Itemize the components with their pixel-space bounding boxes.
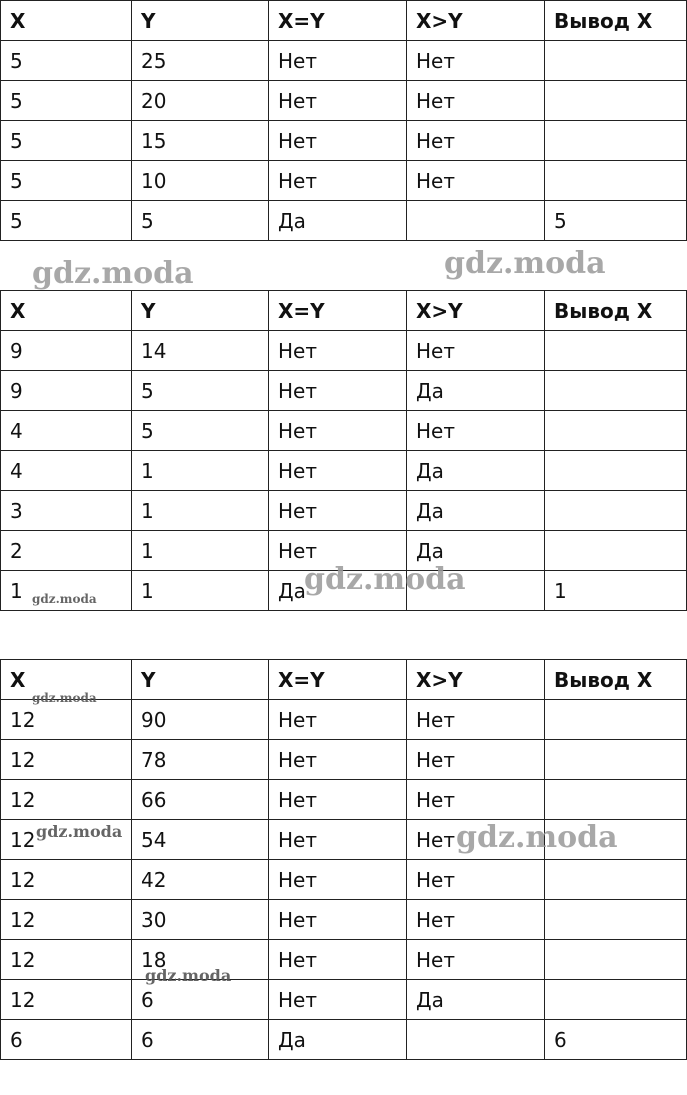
cell-output-x [545, 491, 687, 531]
header-x-greater-y: X>Y [407, 1, 545, 41]
table-header-row [1, 660, 687, 700]
cell-x: 6 [1, 1020, 132, 1060]
cell-x-greater-y: Да [407, 531, 545, 571]
cell-x-equals-y: Да [269, 571, 407, 611]
cell-output-x [545, 860, 687, 900]
cell-x: 12 [1, 820, 132, 860]
cell-y: 66 [132, 780, 269, 820]
table-row [1, 331, 687, 371]
cell-x-equals-y: Нет [269, 700, 407, 740]
watermark-logo: gdz.moda [36, 822, 123, 841]
cell-x-greater-y: Нет [407, 900, 545, 940]
table-row [1, 571, 687, 611]
header-x: X [1, 1, 132, 41]
cell-x-greater-y: Нет [407, 331, 545, 371]
cell-output-x [545, 121, 687, 161]
watermark-logo: gdz.moda [145, 966, 232, 985]
cell-x-equals-y: Нет [269, 740, 407, 780]
cell-x: 12 [1, 700, 132, 740]
cell-output-x [545, 161, 687, 201]
cell-x-equals-y: Нет [269, 980, 407, 1020]
watermark-logo: gdz.moda [32, 691, 97, 705]
cell-x-greater-y: Нет [407, 411, 545, 451]
cell-y: 90 [132, 700, 269, 740]
cell-x-equals-y: Нет [269, 860, 407, 900]
cell-y: 42 [132, 860, 269, 900]
header-x-equals-y: X=Y [269, 1, 407, 41]
cell-x-equals-y: Нет [269, 820, 407, 860]
cell-output-x [545, 331, 687, 371]
cell-x: 2 [1, 531, 132, 571]
watermark-logo: gdz.moda [456, 820, 618, 855]
cell-x-greater-y [407, 571, 545, 611]
cell-x-greater-y: Нет [407, 820, 545, 860]
header-x-equals-y: X=Y [269, 660, 407, 700]
cell-x-greater-y: Да [407, 491, 545, 531]
cell-y: 20 [132, 81, 269, 121]
table-header-row [1, 291, 687, 331]
cell-y: 15 [132, 121, 269, 161]
table-row [1, 940, 687, 980]
cell-x-greater-y: Нет [407, 860, 545, 900]
cell-x-greater-y: Да [407, 980, 545, 1020]
cell-x-equals-y: Нет [269, 371, 407, 411]
cell-x-equals-y: Нет [269, 451, 407, 491]
cell-y: 25 [132, 41, 269, 81]
cell-output-x [545, 371, 687, 411]
cell-y: 1 [132, 451, 269, 491]
cell-output-x [545, 820, 687, 860]
cell-x-equals-y: Нет [269, 531, 407, 571]
cell-x: 12 [1, 980, 132, 1020]
cell-x: 3 [1, 491, 132, 531]
header-x-greater-y: X>Y [407, 291, 545, 331]
table-header-row [1, 1, 687, 41]
table-row [1, 451, 687, 491]
header-x-greater-y: X>Y [407, 660, 545, 700]
table-row [1, 371, 687, 411]
cell-x-equals-y: Нет [269, 411, 407, 451]
table-row [1, 121, 687, 161]
cell-output-x: 6 [545, 1020, 687, 1060]
trace-table-1 [0, 0, 687, 241]
cell-y: 14 [132, 331, 269, 371]
cell-y: 10 [132, 161, 269, 201]
table-row [1, 700, 687, 740]
table-row [1, 201, 687, 241]
cell-output-x [545, 740, 687, 780]
cell-x-greater-y [407, 1020, 545, 1060]
cell-x-greater-y: Нет [407, 700, 545, 740]
trace-table-3 [0, 659, 687, 1060]
cell-output-x [545, 940, 687, 980]
watermark-logo: gdz.moda [32, 256, 194, 291]
cell-x-greater-y: Да [407, 371, 545, 411]
cell-x: 12 [1, 900, 132, 940]
table-row [1, 980, 687, 1020]
table-row [1, 900, 687, 940]
cell-x: 12 [1, 780, 132, 820]
cell-output-x [545, 700, 687, 740]
header-x: X [1, 660, 132, 700]
cell-y: 5 [132, 411, 269, 451]
table-row [1, 531, 687, 571]
cell-x-greater-y [407, 201, 545, 241]
cell-output-x: 5 [545, 201, 687, 241]
cell-output-x [545, 451, 687, 491]
watermark-logo: gdz.moda [304, 562, 466, 597]
cell-x-equals-y: Да [269, 201, 407, 241]
cell-y: 6 [132, 1020, 269, 1060]
table-row [1, 41, 687, 81]
cell-output-x [545, 41, 687, 81]
header-output-x: Вывод X [545, 1, 687, 41]
cell-output-x: 1 [545, 571, 687, 611]
cell-x-equals-y: Нет [269, 780, 407, 820]
header-output-x: Вывод X [545, 291, 687, 331]
cell-output-x [545, 81, 687, 121]
header-y: Y [132, 660, 269, 700]
cell-x-equals-y: Нет [269, 940, 407, 980]
cell-x-greater-y: Нет [407, 41, 545, 81]
cell-x-greater-y: Нет [407, 780, 545, 820]
cell-x-equals-y: Нет [269, 41, 407, 81]
cell-x: 5 [1, 41, 132, 81]
cell-x-greater-y: Нет [407, 121, 545, 161]
cell-x-greater-y: Нет [407, 81, 545, 121]
header-y: Y [132, 291, 269, 331]
cell-x: 12 [1, 860, 132, 900]
cell-y: 54 [132, 820, 269, 860]
cell-y: 1 [132, 531, 269, 571]
cell-y: 18 [132, 940, 269, 980]
cell-x: 4 [1, 451, 132, 491]
cell-x: 12 [1, 740, 132, 780]
table-row [1, 860, 687, 900]
header-x: X [1, 291, 132, 331]
cell-output-x [545, 980, 687, 1020]
cell-y: 5 [132, 371, 269, 411]
cell-x-equals-y: Нет [269, 491, 407, 531]
cell-x: 4 [1, 411, 132, 451]
table-row [1, 780, 687, 820]
cell-x: 5 [1, 161, 132, 201]
cell-y: 1 [132, 571, 269, 611]
cell-x: 5 [1, 81, 132, 121]
cell-x: 12 [1, 940, 132, 980]
cell-x-greater-y: Нет [407, 740, 545, 780]
cell-x: 9 [1, 371, 132, 411]
table-row [1, 820, 687, 860]
watermark-logo: gdz.moda [32, 592, 97, 606]
header-x-equals-y: X=Y [269, 291, 407, 331]
table-row [1, 411, 687, 451]
cell-x-equals-y: Да [269, 1020, 407, 1060]
cell-x-equals-y: Нет [269, 81, 407, 121]
cell-x-equals-y: Нет [269, 331, 407, 371]
cell-x-greater-y: Нет [407, 940, 545, 980]
table-row [1, 1020, 687, 1060]
cell-y: 78 [132, 740, 269, 780]
cell-output-x [545, 780, 687, 820]
table-row [1, 740, 687, 780]
cell-output-x [545, 900, 687, 940]
table-row [1, 161, 687, 201]
watermark-logo: gdz.moda [444, 246, 606, 281]
trace-table-2 [0, 290, 687, 611]
cell-x-equals-y: Нет [269, 121, 407, 161]
cell-y: 5 [132, 201, 269, 241]
cell-y: 1 [132, 491, 269, 531]
cell-x: 5 [1, 121, 132, 161]
cell-x-equals-y: Нет [269, 161, 407, 201]
header-output-x: Вывод X [545, 660, 687, 700]
cell-output-x [545, 531, 687, 571]
cell-x: 5 [1, 201, 132, 241]
cell-x: 1 [1, 571, 132, 611]
cell-y: 30 [132, 900, 269, 940]
cell-y: 6 [132, 980, 269, 1020]
table-row [1, 491, 687, 531]
cell-x: 9 [1, 331, 132, 371]
cell-x-greater-y: Да [407, 451, 545, 491]
cell-x-greater-y: Нет [407, 161, 545, 201]
header-y: Y [132, 1, 269, 41]
cell-output-x [545, 411, 687, 451]
table-row [1, 81, 687, 121]
cell-x-equals-y: Нет [269, 900, 407, 940]
